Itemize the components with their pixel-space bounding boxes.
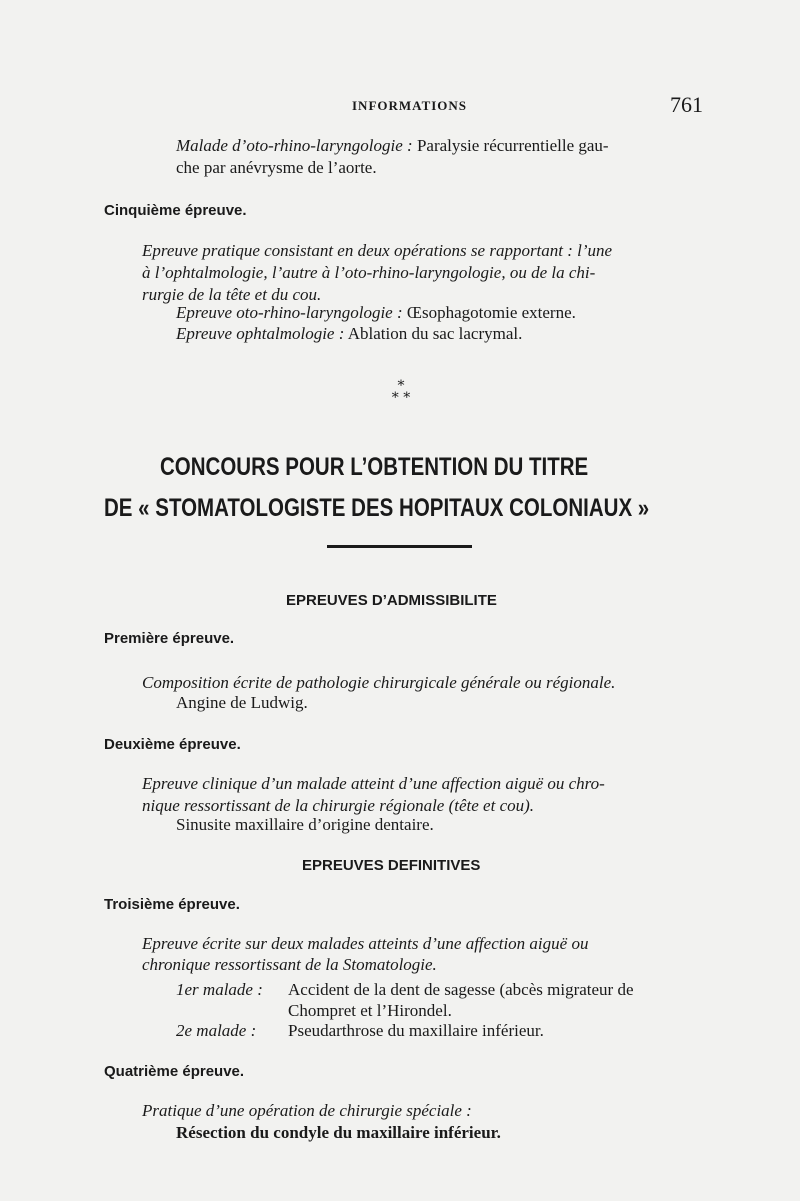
asterism-bottom: * *: [391, 390, 411, 406]
malade2-label: 2e malade :: [176, 1021, 257, 1040]
oph-label: Epreuve ophtalmologie :: [176, 324, 345, 343]
deuxieme-title: Deuxième épreuve.: [104, 736, 241, 753]
oph-value: Ablation du sac lacrymal.: [347, 324, 523, 343]
cinquieme-orl: [176, 303, 576, 323]
admissibilite-heading: EPREUVES D’ADMISSIBILITE: [286, 592, 497, 609]
troisieme-desc-1: Epreuve écrite sur deux malades atteints d’une affection aiguë ou: [142, 934, 589, 953]
malade1-label: 1er malade :: [176, 980, 263, 999]
intro-text-1: Paralysie récurrentielle gau-: [416, 136, 609, 155]
deuxieme-desc-2: nique ressortissant de la chirurgie régionale (tête et cou).: [142, 796, 535, 815]
cinquieme-desc-3: rurgie de la tête et du cou.: [142, 285, 322, 304]
orl-label: Epreuve oto-rhino-laryngologie :: [176, 303, 403, 322]
concours-title-line-1: CONCOURS POUR L’OBTENTION DU TITRE: [160, 453, 589, 481]
troisieme-title: Troisième épreuve.: [104, 896, 240, 913]
cinquieme-title: Cinquième épreuve.: [104, 202, 247, 219]
premiere-title: Première épreuve.: [104, 630, 235, 647]
cinquieme-oph: [176, 324, 522, 344]
malade1-text-1: Accident de la dent de sagesse (abcès migrateur de: [288, 980, 634, 999]
asterism-separator: [389, 380, 413, 404]
title-rule: [327, 545, 472, 548]
malade2-text: Pseudarthrose du maxillaire inférieur.: [288, 1021, 544, 1040]
malade1-text-2: Chompret et l’Hirondel.: [288, 1001, 452, 1020]
page-number: 761: [670, 92, 703, 117]
premiere-desc: Composition écrite de pathologie chirurgicale générale ou régionale.: [142, 673, 616, 692]
troisieme-desc-2: chronique ressortissant de la Stomatologie.: [142, 955, 437, 974]
quatrieme-desc: Pratique d’une opération de chirurgie spéciale :: [142, 1101, 472, 1120]
intro-line-2: che par anévrysme de l’aorte.: [176, 158, 377, 177]
concours-title-line-2: DE « STOMATOLOGISTE DES HOPITAUX COLONIAUX »: [104, 494, 650, 522]
deuxieme-desc-1: Epreuve clinique d’un malade atteint d’une affection aiguë ou chro-: [142, 774, 605, 793]
premiere-subject: Angine de Ludwig.: [176, 693, 308, 712]
intro-line-1: [176, 136, 609, 156]
intro-label: Malade d’oto-rhino-laryngologie :: [176, 136, 413, 155]
orl-value: Œsophagotomie externe.: [406, 303, 576, 322]
definitives-heading: EPREUVES DEFINITIVES: [302, 857, 481, 874]
cinquieme-desc-2: à l’ophtalmologie, l’autre à l’oto-rhino-laryngologie, ou de la chi-: [142, 263, 596, 282]
running-head: INFORMATIONS: [352, 98, 468, 113]
quatrieme-subject: Résection du condyle du maxillaire inférieur.: [176, 1123, 501, 1142]
deuxieme-subject: Sinusite maxillaire d’origine dentaire.: [176, 815, 434, 834]
cinquieme-desc-1: Epreuve pratique consistant en deux opérations se rapportant : l’une: [142, 241, 613, 260]
asterism-top: *: [397, 378, 405, 394]
quatrieme-title: Quatrième épreuve.: [104, 1063, 245, 1080]
